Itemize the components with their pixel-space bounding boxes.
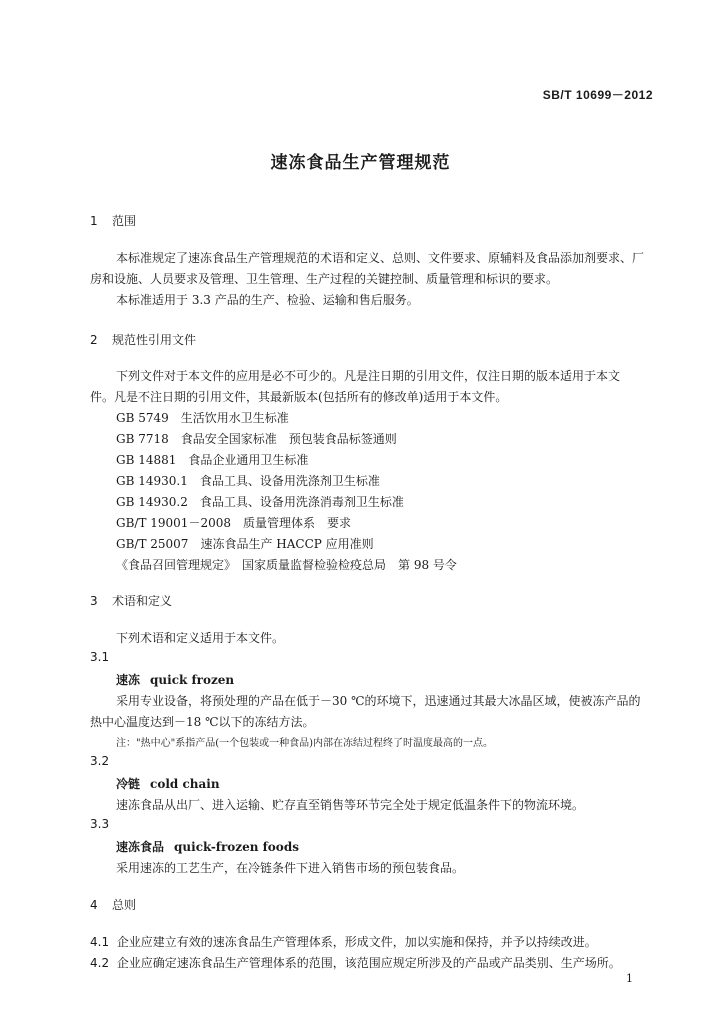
section-title: 术语和定义: [112, 594, 173, 608]
section-3-heading: [90, 592, 172, 609]
definition-line: 采用速冻的工艺生产，在冷链条件下进入销售市场的预包装食品。: [116, 861, 465, 875]
reference-item: GB/T 19001－2008 质量管理体系 要求: [116, 516, 351, 530]
term-chinese: 速冻: [116, 673, 141, 687]
definition-line: 采用专业设备，将预处理的产品在低于－30 ℃的环境下，迅速通过其最大冰晶区域，使被冻产品的: [116, 694, 641, 708]
paragraph-line: 本标准规定了速冻食品生产管理规范的术语和定义、总则、文件要求、原辅料及食品添加剂要求、厂: [116, 251, 645, 265]
paragraph-line: 件。凡是不注日期的引用文件，其最新版本(包括所有的修改单)适用于本文件。: [90, 390, 508, 404]
definition-line: 热中心温度达到－18 ℃以下的冻结方法。: [90, 715, 315, 729]
reference-item: 《食品召回管理规定》 国家质量监督检验检疫总局 第 98 号令: [116, 558, 457, 572]
section-number: 2: [90, 333, 98, 347]
paragraph-line: 下列文件对于本文件的应用是必不可少的。凡是注日期的引用文件，仅注日期的版本适用于本文: [116, 369, 621, 383]
clause-text: 企业应建立有效的速冻食品生产管理体系，形成文件，加以实施和保持，并予以持续改进。: [116, 935, 597, 949]
reference-item: GB 14881 食品企业通用卫生标准: [116, 453, 309, 467]
reference-item: GB 14930.1 食品工具、设备用洗涤剂卫生标准: [116, 474, 380, 488]
page-number: 1: [626, 972, 633, 985]
section-number: 4: [90, 898, 98, 912]
term-entry: [116, 838, 299, 855]
clause-number: 3.3: [90, 817, 110, 831]
term-chinese: 速冻食品: [116, 840, 165, 854]
paragraph-line: 下列术语和定义适用于本文件。: [116, 631, 285, 645]
section-title: 总则: [112, 898, 137, 912]
section-4-heading: [90, 896, 136, 913]
reference-item: GB 14930.2 食品工具、设备用洗涤消毒剂卫生标准: [116, 495, 404, 509]
section-number: 3: [90, 594, 98, 608]
section-number: 1: [90, 214, 98, 228]
standard-code: SB/T 10699－2012: [542, 88, 653, 102]
reference-item: GB 7718 食品安全国家标准 预包装食品标签通则: [116, 432, 397, 446]
clause-line: [90, 933, 597, 950]
paragraph-line: 房和设施、人员要求及管理、卫生管理、生产过程的关键控制、质量管理和标识的要求。: [90, 272, 559, 286]
paragraph-line: 本标准适用于 3.3 产品的生产、检验、运输和售后服务。: [116, 293, 419, 307]
definition-line: 速冻食品从出厂、进入运输、贮存直至销售等环节完全处于规定低温条件下的物流环境。: [116, 798, 585, 812]
term-entry: [116, 671, 234, 688]
clause-number: 3.1: [90, 650, 110, 664]
term-english: quick-frozen foods: [174, 840, 299, 854]
section-title: 规范性引用文件: [112, 333, 197, 347]
reference-item: GB/T 25007 速冻食品生产 HACCP 应用准则: [116, 537, 374, 551]
clause-text: 企业应确定速冻食品生产管理体系的范围，该范围应规定所涉及的产品或产品类别、生产场所。: [116, 956, 621, 970]
clause-number: 3.2: [90, 754, 110, 768]
reference-item: GB 5749 生活饮用水卫生标准: [116, 411, 289, 425]
section-2-heading: [90, 331, 196, 348]
section-1-heading: [90, 212, 136, 229]
term-chinese: 冷链: [116, 777, 141, 791]
section-title: 范围: [112, 214, 137, 228]
term-english: quick frozen: [150, 673, 235, 687]
term-entry: [116, 775, 220, 792]
clause-number: 4.1: [90, 935, 110, 949]
term-note: 注："热中心"系指产品(一个包装或一种食品)内部在冻结过程终了时温度最高的一点。: [116, 738, 494, 749]
clause-line: [90, 954, 621, 971]
document-title: 速冻食品生产管理规范: [270, 153, 451, 173]
clause-number: 4.2: [90, 956, 110, 970]
term-english: cold chain: [150, 777, 220, 791]
